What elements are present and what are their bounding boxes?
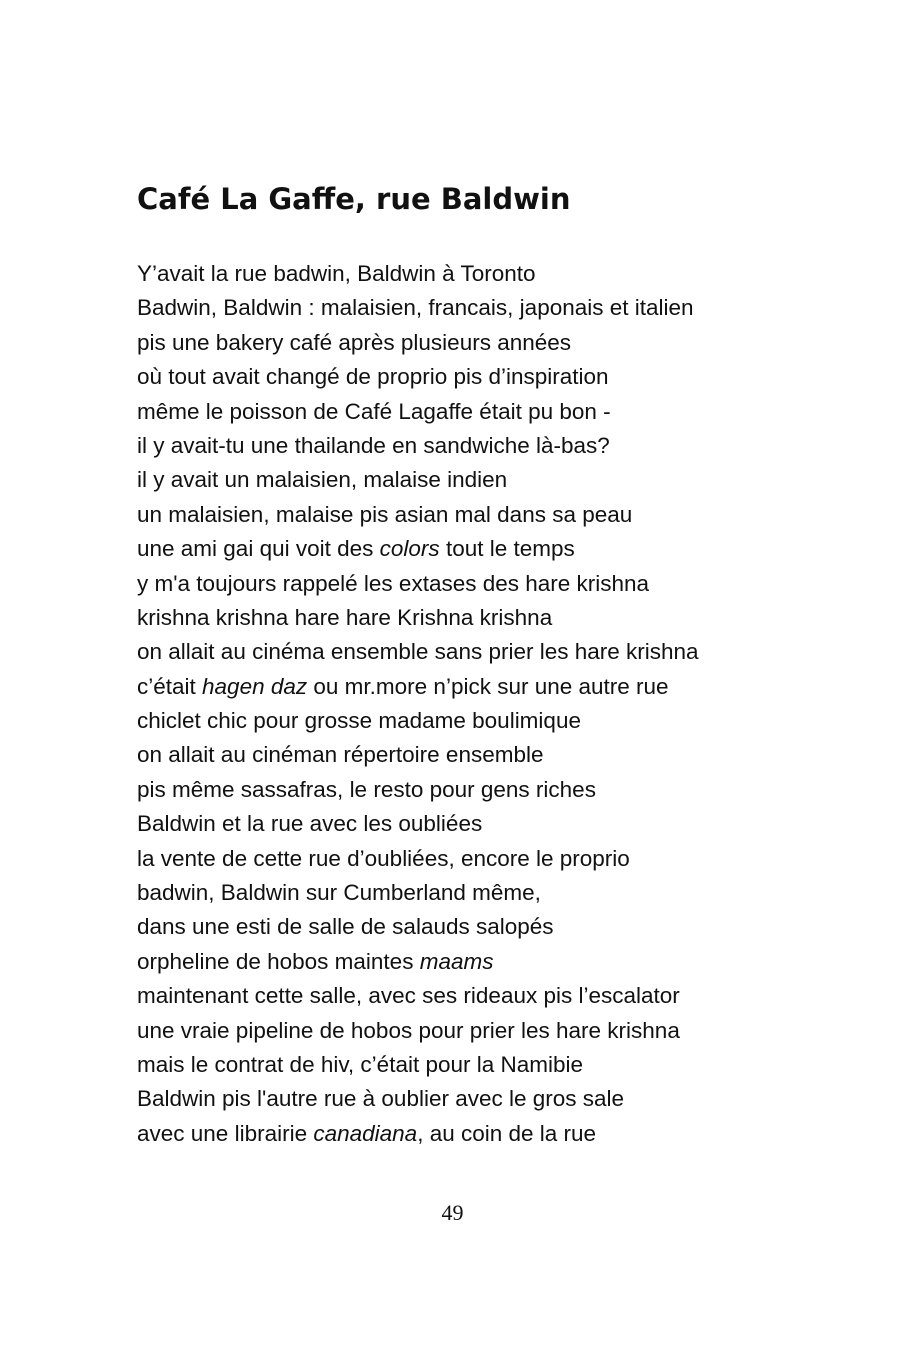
poem-line-italic-text: canadiana bbox=[313, 1120, 418, 1146]
page-number: 49 bbox=[441, 1200, 464, 1225]
poem-line-text: même le poisson de Café Lagaffe était pu bon - bbox=[137, 398, 611, 424]
poem-line bbox=[137, 704, 877, 738]
poem-line-text: chiclet chic pour grosse madame boulimique bbox=[137, 708, 581, 734]
poem-line bbox=[137, 842, 877, 876]
poem-line-text: mais le contrat de hiv, c’était pour la Namibie bbox=[137, 1051, 584, 1077]
poem-line bbox=[137, 567, 877, 601]
poem-line bbox=[137, 1117, 877, 1151]
poem-line bbox=[137, 979, 877, 1013]
poem-line bbox=[137, 670, 877, 704]
poem-line bbox=[137, 360, 877, 394]
poem-line bbox=[137, 257, 877, 291]
poem-line bbox=[137, 807, 877, 841]
poem-line-text: Badwin, Baldwin : malaisien, francais, japonais et italien bbox=[137, 295, 694, 321]
poem-line-text: où tout avait changé de proprio pis d’inspiration bbox=[137, 364, 609, 390]
poem-line-text: pis une bakery café après plusieurs années bbox=[137, 329, 572, 355]
poem-line-text: avec une librairie bbox=[137, 1120, 314, 1146]
poem-line bbox=[137, 498, 877, 532]
poem-line bbox=[137, 326, 877, 360]
poem-line bbox=[137, 910, 877, 944]
poem-line-text: la vente de cette rue d’oubliées, encore le proprio bbox=[137, 845, 630, 871]
poem-line bbox=[137, 601, 877, 635]
poem-line-text: dans une esti de salle de salauds salopés bbox=[137, 914, 554, 940]
poem-line bbox=[137, 532, 877, 566]
poem-line bbox=[137, 1082, 877, 1116]
poem-line-text: krishna krishna hare hare Krishna krishna bbox=[137, 604, 553, 630]
poem-line-italic-text: maams bbox=[419, 948, 494, 974]
poem-line bbox=[137, 876, 877, 910]
poem-line bbox=[137, 635, 877, 669]
poem-line-text: une vraie pipeline de hobos pour prier les hare krishna bbox=[137, 1017, 680, 1043]
poem-line-text: un malaisien, malaise pis asian mal dans sa peau bbox=[137, 501, 633, 527]
poem-line-text: Baldwin et la rue avec les oubliées bbox=[137, 811, 483, 837]
poem-line bbox=[137, 429, 877, 463]
poem-line-text: c’était bbox=[137, 673, 203, 699]
poem-line-text: on allait au cinéma ensemble sans prier les hare krishna bbox=[137, 639, 699, 665]
poem-line bbox=[137, 738, 877, 772]
poem-title: Café La Gaffe, rue Baldwin bbox=[137, 182, 571, 216]
poem-line-text: , au coin de la rue bbox=[417, 1120, 597, 1146]
poem-line bbox=[137, 1014, 877, 1048]
poem-line bbox=[137, 945, 877, 979]
poem-line-italic-text: hagen daz bbox=[202, 673, 308, 699]
poem-line-text: tout le temps bbox=[439, 536, 575, 562]
poem-line-text: on allait au cinéman répertoire ensemble bbox=[137, 742, 544, 768]
poem-line-text: Y’avait la rue badwin, Baldwin à Toronto bbox=[137, 261, 536, 286]
poem-line-text: Baldwin pis l'autre rue à oublier avec le gros sale bbox=[137, 1086, 625, 1112]
poem-line bbox=[137, 291, 877, 325]
poem-line-text: maintenant cette salle, avec ses rideaux pis l’escalator bbox=[137, 983, 680, 1009]
poem-line-text: orpheline de hobos maintes bbox=[137, 948, 420, 974]
poem-line bbox=[137, 395, 877, 429]
poem-line-text: pis même sassafras, le resto pour gens riches bbox=[137, 776, 596, 802]
poem-line bbox=[137, 1048, 877, 1082]
poem-line bbox=[137, 773, 877, 807]
poem-line-text: badwin, Baldwin sur Cumberland même, bbox=[137, 880, 541, 906]
poem-line-italic-text: colors bbox=[379, 536, 440, 562]
poem-line-text: ou mr.more n’pick sur une autre rue bbox=[307, 673, 669, 699]
poem-line-text: il y avait-tu une thailande en sandwiche là-bas? bbox=[137, 432, 610, 458]
poem-body bbox=[137, 257, 877, 1151]
poem-line-text: y m'a toujours rappelé les extases des hare krishna bbox=[137, 570, 650, 596]
poem-line bbox=[137, 463, 877, 497]
poem-line-text: une ami gai qui voit des bbox=[137, 536, 380, 562]
poem-line-text: il y avait un malaisien, malaise indien bbox=[137, 467, 508, 493]
